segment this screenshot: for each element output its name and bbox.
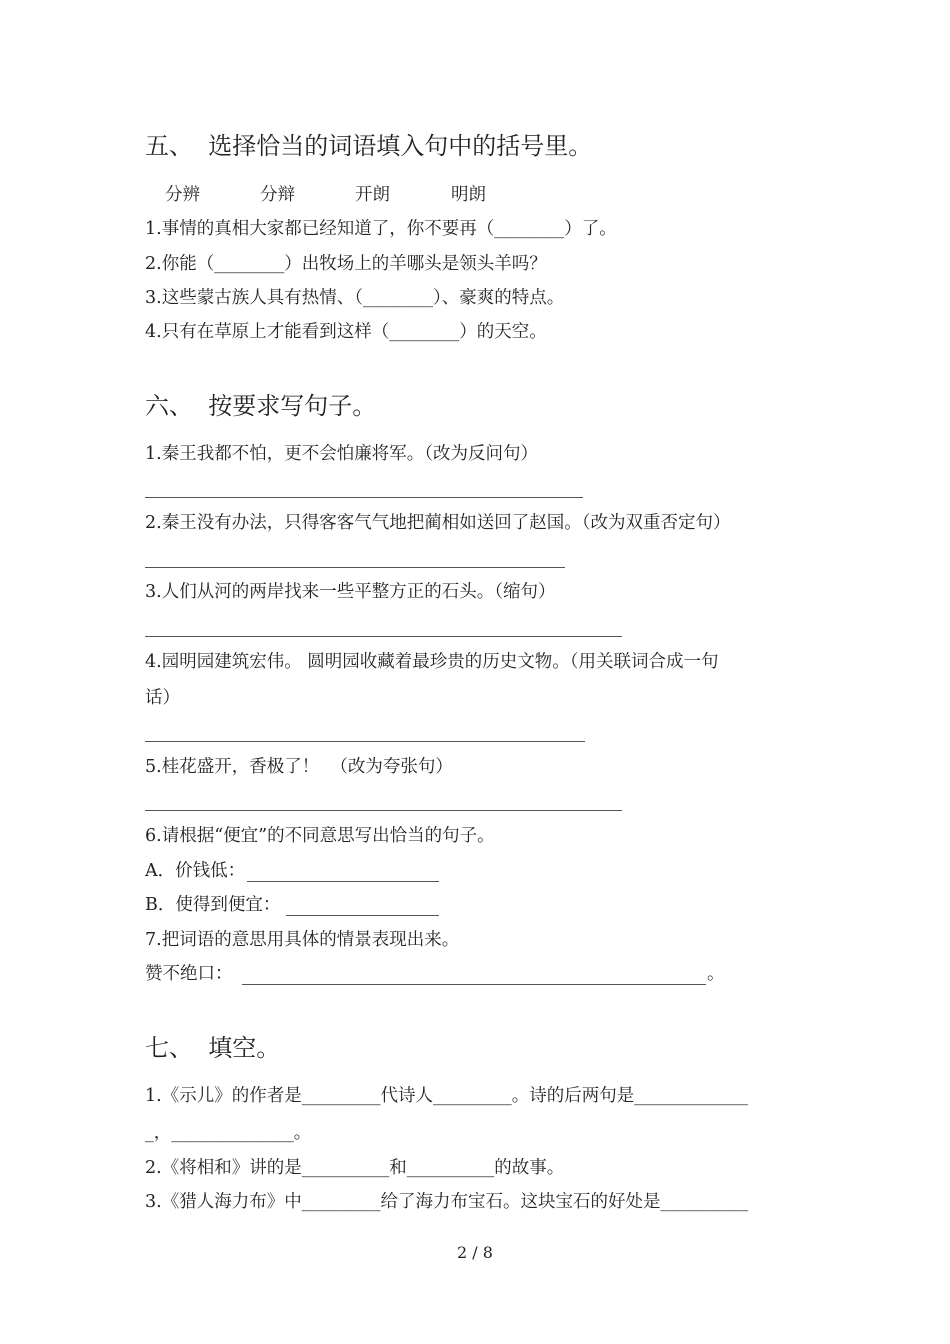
period-mark: 。 xyxy=(707,964,725,984)
answer-line xyxy=(145,810,622,811)
question-item: 1.《示儿》的作者是_________代诗人_________。诗的后两句是_____________ xyxy=(145,1086,748,1106)
question-item: 2.《将相和》讲的是__________和__________的故事。 xyxy=(145,1158,565,1178)
answer-line xyxy=(145,741,585,742)
word-option: 开朗 xyxy=(355,185,390,205)
question-item: A．价钱低： xyxy=(145,861,246,881)
section-7-heading: 七、 填空。 xyxy=(145,1034,281,1062)
answer-line xyxy=(145,567,565,568)
question-item: 1.秦王我都不怕，更不会怕廉将军。（改为反问句） xyxy=(145,444,538,464)
word-option: 分辩 xyxy=(260,185,295,205)
question-item-continued: _，______________。 xyxy=(145,1123,312,1143)
question-item: 2.你能（________）出牧场上的羊哪头是领头羊吗？ xyxy=(145,254,547,274)
section-6-heading: 六、 按要求写句子。 xyxy=(145,392,377,420)
question-item: 1.事情的真相大家都已经知道了，你不要再（________）了。 xyxy=(145,219,617,239)
question-item: 4.园明园建筑宏伟。 圆明园收藏着最珍贵的历史文物。（用关联词合成一句 xyxy=(145,652,719,672)
question-item: 3.人们从河的两岸找来一些平整方正的石头。（缩句） xyxy=(145,582,556,602)
question-item: 3.这些蒙古族人具有热情、（________）、豪爽的特点。 xyxy=(145,288,565,308)
question-item: B．使得到便宜： xyxy=(145,895,281,915)
answer-line xyxy=(145,636,622,637)
question-item: 7.把词语的意思用具体的情景表现出来。 xyxy=(145,930,460,950)
question-item: 3.《猎人海力布》中_________给了海力布宝石。这块宝石的好处是__________ xyxy=(145,1192,748,1212)
word-option: 明朗 xyxy=(451,185,486,205)
answer-line xyxy=(286,915,439,916)
question-item: 4.只有在草原上才能看到这样（________）的天空。 xyxy=(145,322,547,342)
page-number: 2 / 8 xyxy=(457,1243,493,1262)
answer-line xyxy=(247,881,439,882)
answer-line xyxy=(242,984,706,985)
word-option: 分辨 xyxy=(165,185,200,205)
section-5-heading: 五、 选择恰当的词语填入句中的括号里。 xyxy=(145,132,593,160)
question-item: 5.桂花盛开，香极了！ （改为夸张句） xyxy=(145,757,453,777)
question-item: 6.请根据“便宜”的不同意思写出恰当的句子。 xyxy=(145,826,495,846)
question-item: 赞不绝口： xyxy=(145,964,233,984)
question-item-continued: 话） xyxy=(145,688,180,708)
question-item: 2.秦王没有办法，只得客客气气地把蔺相如送回了赵国。（改为双重否定句） xyxy=(145,513,731,533)
answer-line xyxy=(145,497,583,498)
